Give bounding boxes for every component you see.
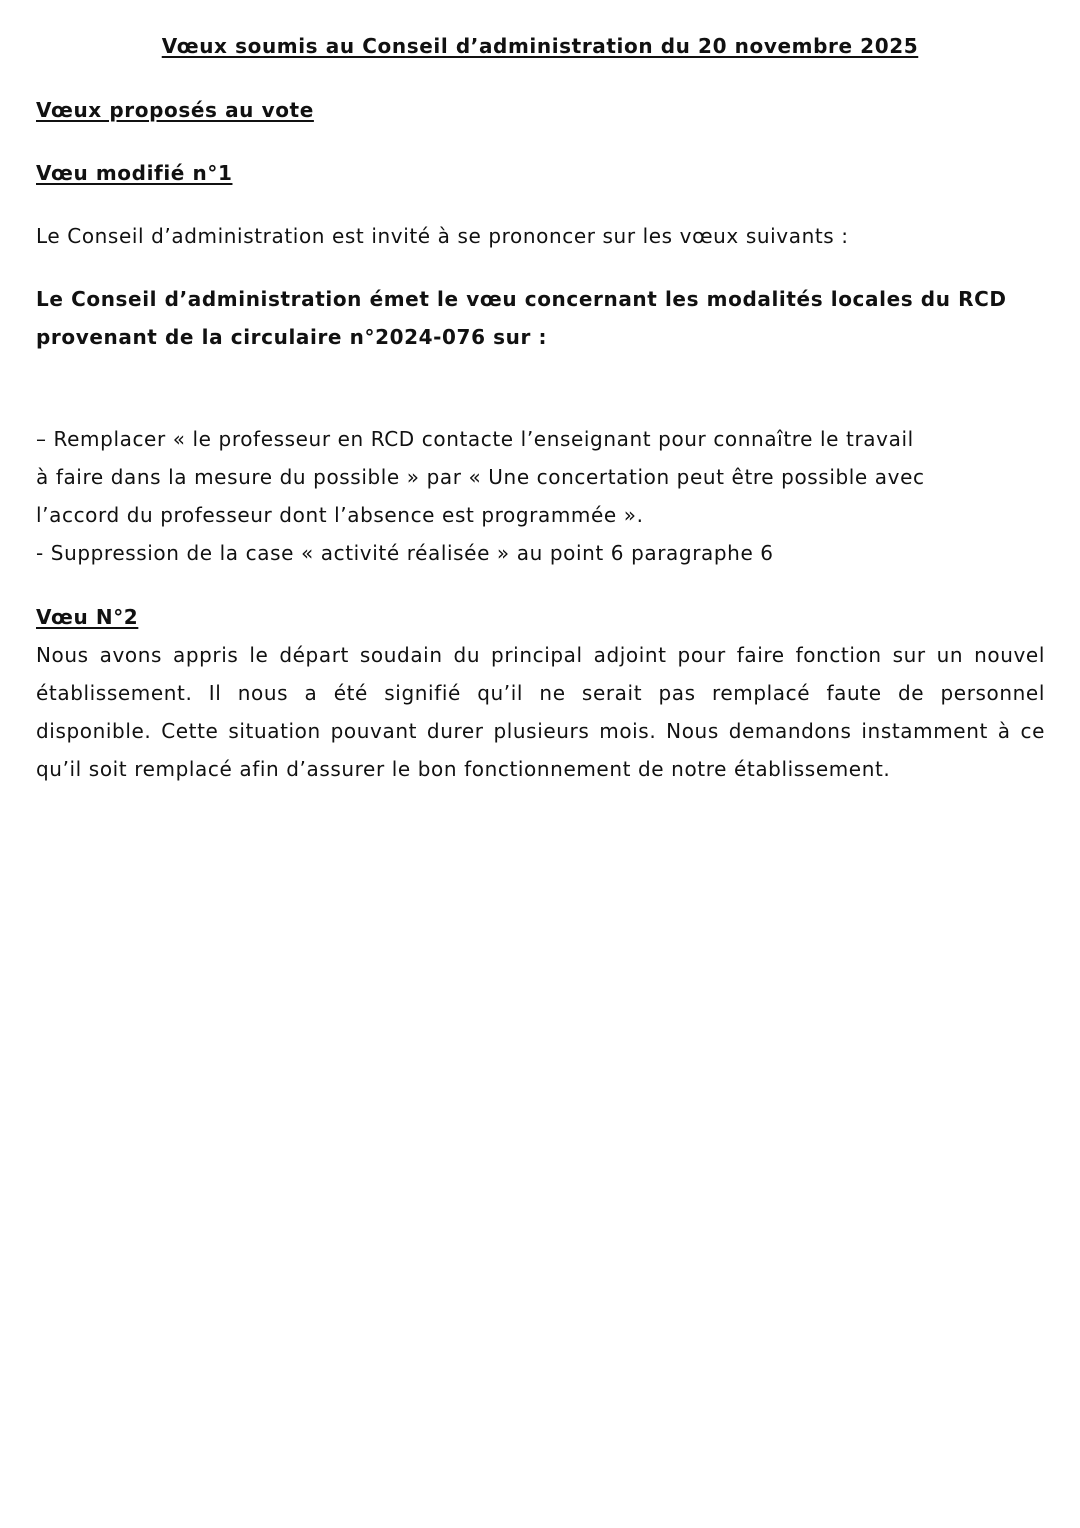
document-title-text: Vœux soumis au Conseil d’administration du 20 novembre 2025 (161, 34, 919, 58)
voeu2-body (36, 636, 1045, 788)
voeu1-statement-line2: provenant de la circulaire n°2024-076 sur : (36, 325, 548, 349)
voeu1-item2: - Suppression de la case « activité réalisée » au point 6 paragraphe 6 (36, 541, 774, 565)
voeu2-heading-text: Vœu N°2 (36, 605, 139, 629)
voeu1-item1-line2: à faire dans la mesure du possible » par « Une concertation peut être possible avec (36, 465, 925, 489)
voeu1-item1-line1: – Remplacer « le professeur en RCD contacte l’enseignant pour connaître le travail (36, 427, 914, 451)
voeu1-statement-line1: Le Conseil d’administration émet le vœu concernant les modalités locales du RCD (36, 287, 1007, 311)
voeu2-heading (36, 598, 1045, 636)
voeu1-item-list (36, 420, 1045, 572)
voeu1-statement (36, 280, 1045, 356)
voeu1-intro-text: Le Conseil d’administration est invité à se prononcer sur les vœux suivants : (36, 224, 849, 248)
voeu2-body-text: Nous avons appris le départ soudain du principal adjoint pour faire fonction sur un nouvel établissement. Il nous a été signifié qu’il ne serait pas remplacé faute de personnel disponible. Cette situation pouvant durer plusieurs mois. Nous demandons instamment à ce qu’il soit remplacé afin d’assurer le bon fonctionnement de notre établissement. (36, 643, 1045, 781)
document-title (0, 32, 1080, 60)
voeu1-intro (36, 217, 1045, 255)
voeu1-heading-text: Vœu modifié n°1 (36, 161, 233, 185)
voeu1-item1-line3: l’accord du professeur dont l’absence est programmée ». (36, 503, 644, 527)
section-heading-text: Vœux proposés au vote (36, 98, 314, 122)
voeu1-heading (36, 154, 1045, 192)
section-heading (36, 91, 1045, 129)
